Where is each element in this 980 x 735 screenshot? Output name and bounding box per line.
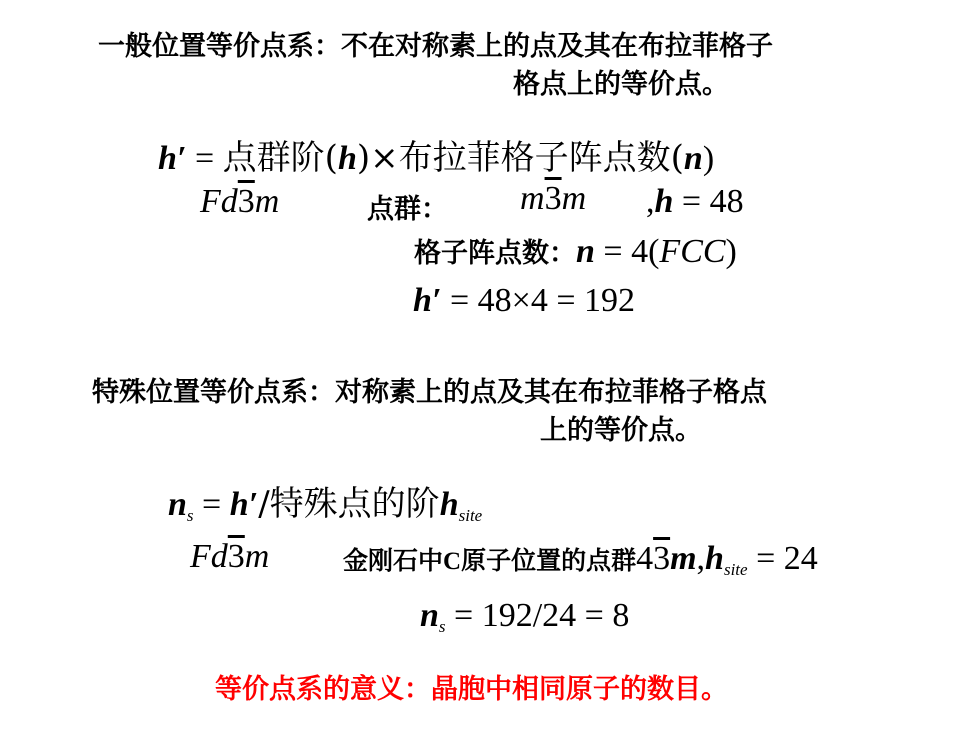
general-position-line1: 一般位置等价点系：不在对称素上的点及其在布拉菲格子 bbox=[98, 31, 773, 62]
diamond-site-point-group-row: 金刚石中C原子位置的点群$43m,h_{site} = 24$ bbox=[343, 540, 818, 579]
point-group-m3m: m3m bbox=[520, 180, 587, 217]
meaning-statement: 等价点系的意义：晶胞中相同原子的数目。 bbox=[215, 674, 728, 705]
special-position-line1: 特殊位置等价点系：对称素上的点及其在布拉菲格子格点 bbox=[92, 377, 767, 408]
special-position-line2: 上的等价点。 bbox=[540, 415, 702, 446]
formula-h-prime-definition: h′ = 点群阶(h)×布拉菲格子阵点数(n) bbox=[158, 138, 715, 178]
formula-ns-8: $n_s = 192/24 = 8$ bbox=[420, 597, 630, 636]
lattice-points-row: 格子阵点数：n = 4(FCC) bbox=[414, 233, 737, 270]
general-position-line2: 格点上的等价点。 bbox=[513, 69, 729, 100]
formula-h-prime-192: h′ = 48×4 = 192 bbox=[413, 282, 636, 319]
formula-ns-definition: $n_s = h'/$特殊点的阶$h_{site}$ bbox=[168, 484, 483, 525]
space-group-fd3m-2: Fd3m bbox=[190, 538, 270, 575]
point-group-order: ,h = 48 bbox=[646, 183, 744, 220]
space-group-fd3m-1: Fd3m bbox=[200, 183, 280, 220]
point-group-label: 点群： bbox=[367, 194, 448, 225]
